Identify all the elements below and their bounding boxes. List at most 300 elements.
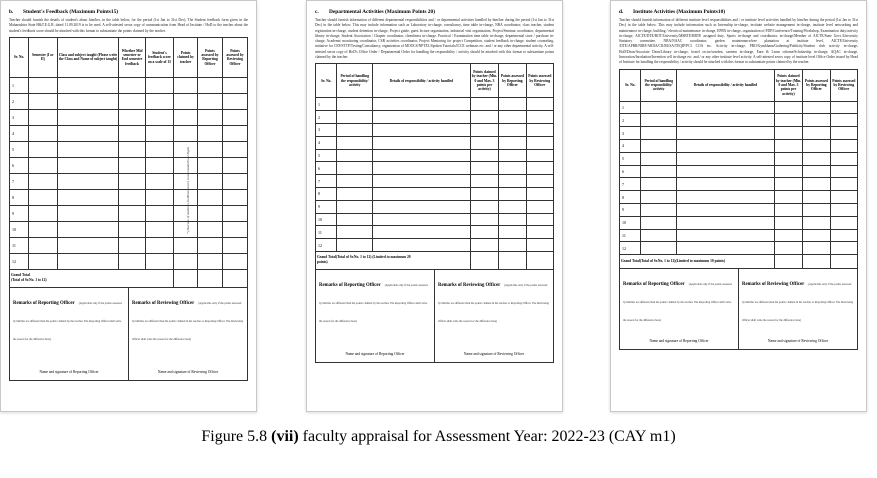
table-cell: [57, 93, 119, 109]
table-cell: [57, 253, 119, 269]
table-cell: [830, 216, 857, 229]
table-cell: [174, 109, 198, 125]
table-cell: [119, 253, 145, 269]
table-row: [316, 213, 554, 226]
row-number: 2: [316, 111, 337, 124]
table-cell: [830, 229, 857, 242]
row-number: 9: [620, 204, 641, 217]
table-row: [10, 205, 248, 221]
table-cell: [197, 237, 222, 253]
table-cell: [57, 221, 119, 237]
table-row: [316, 200, 554, 213]
header-cell: Semester (I or II): [29, 37, 58, 77]
table-row: [620, 204, 858, 217]
row-number: 1: [10, 77, 29, 93]
reviewing-signature: Name and signature of Reviewing Officer: [463, 351, 525, 356]
table-cell: [526, 187, 553, 200]
row-number: 4: [10, 125, 29, 141]
table-cell: [29, 173, 58, 189]
table-row: [316, 136, 554, 149]
reviewing-signature: Name and signature of Reviewing Officer: [157, 369, 219, 374]
table-cell: [830, 127, 857, 140]
section-heading: b. Student's Feedback (Maximum Points15): [9, 9, 119, 15]
table-cell: [774, 229, 803, 242]
table-cell: [803, 229, 830, 242]
table-cell: [526, 136, 553, 149]
table-cell: [337, 162, 373, 175]
table-cell: [830, 114, 857, 127]
table-cell: [29, 93, 58, 109]
table-cell: [803, 165, 830, 178]
table-row: [10, 77, 248, 93]
row-number: 3: [316, 123, 337, 136]
row-number: 7: [316, 175, 337, 188]
table-cell: [677, 140, 775, 153]
reporting-signature: Name and signature of Reporting Officer: [649, 339, 709, 344]
table-cell: [29, 125, 58, 141]
table-row: [10, 125, 248, 141]
table-cell: [57, 205, 119, 221]
table-cell: [499, 226, 526, 239]
table-row: [316, 162, 554, 175]
table-cell: [470, 123, 499, 136]
table-cell: [499, 98, 526, 111]
table-row: [10, 157, 248, 173]
row-number: 4: [620, 140, 641, 153]
table-cell: [803, 191, 830, 204]
row-number: 5: [10, 141, 29, 157]
row-number: 11: [620, 229, 641, 242]
table-row: [316, 226, 554, 239]
table-cell: [803, 101, 830, 114]
reporting-remarks: Remarks of Reporting Officer (Applicable only if the points assessed by him/her are different than the points claimed by the teacher. The Reporting Officer shall write the reason for the difference here) Name and signature of Reporting Officer: [620, 269, 738, 349]
section-instructions: Teacher should furnish information of different institute level responsibilities and / or institute level activities handled by him/her during the period (1st Jan to 31st Dec) in the table below. This may include information such as Internship in-charge, institute website management in-charge, institute level networking and maintenance in-charge, building / electrical maintenance in-charge, EPBX in-charge, organization of FDP/Conference/Training/Workshop, Examination duty/activity in-charge, AICTE/DTE/BOT/University/MSBTE/BBTE assigned duty, Sports in-charge and coordinator, in-charge/Member of AICTE/State Govt./University Statutory committee, NBA/NAAC coordinator, garden maintenance/tree plantation at institute level, AICTE/University /DTE/APBR/NIRF/ARIIA/CII/RUSA/TEQIP/PCI COA etc. Activity in-charge, PRO/Gymkhana/Gathering/Publicity/Student club activity in-charge, HoD/Dean/Associate Dean/Library in-charge, hostel rector/warden, canteen in-charge, Earn & Learn scheme/Scholarship in-charge, AQAC in-charge, Innovation/Incubation/Invention cell in-charge etc. and / or any other institute level activity. A self-attested xerox copy of institute level Office Order issued by Head of Institute for handling the responsibility / activity should be attached with this format to substantiate points claimed by the teacher.: [619, 18, 858, 65]
table-cell: [29, 77, 58, 93]
row-number: 2: [620, 114, 641, 127]
row-number: 9: [10, 205, 29, 221]
table-cell: [197, 93, 222, 109]
table-cell: [830, 255, 857, 269]
table-cell: [803, 127, 830, 140]
table-cell: [677, 127, 775, 140]
table-cell: [145, 125, 174, 141]
table-row: [620, 165, 858, 178]
row-number: 11: [316, 226, 337, 239]
table-cell: [222, 141, 247, 157]
table-cell: [803, 140, 830, 153]
table-cell: [145, 189, 174, 205]
table-cell: [222, 77, 247, 93]
table-cell: [197, 141, 222, 157]
table-cell: [174, 253, 198, 269]
table-row: [316, 111, 554, 124]
table-cell: [222, 173, 247, 189]
table-cell: [197, 109, 222, 125]
table-cell: [774, 101, 803, 114]
table-cell: [222, 189, 247, 205]
table-cell: [197, 77, 222, 93]
document-page-departmental-activities: [306, 0, 563, 412]
document-page-student-feedback: [0, 0, 257, 412]
table-cell: [373, 136, 471, 149]
table-cell: [677, 204, 775, 217]
row-number: 4: [316, 136, 337, 149]
row-number: 7: [620, 178, 641, 191]
table-cell: [57, 125, 119, 141]
table-row: [620, 178, 858, 191]
table-cell: [222, 93, 247, 109]
table-cell: [57, 173, 119, 189]
reporting-remarks: Remarks of Reporting Officer (Applicable only if the points assessed by him/her are different than the points claimed by the teacher. The Reporting Officer shall write the reason for the difference here) Name and signature of Reporting Officer: [10, 288, 128, 380]
table-body: [620, 101, 858, 255]
table-cell: [641, 114, 677, 127]
table-cell: [677, 216, 775, 229]
table-cell: [337, 123, 373, 136]
table-cell: [499, 187, 526, 200]
table-cell: [29, 253, 58, 269]
table-cell: [373, 239, 471, 252]
table-cell: [470, 239, 499, 252]
reporting-remarks: Remarks of Reporting Officer (Applicable only if the points assessed by him/her are different than the points claimed by the teacher. The Reporting Officer shall write the reason for the difference here) Name and signature of Reporting Officer: [316, 270, 434, 362]
table-cell: [57, 77, 119, 93]
row-number: 10: [316, 213, 337, 226]
table-cell: [222, 221, 247, 237]
table-cell: [803, 216, 830, 229]
table-cell: [830, 101, 857, 114]
table-cell: [174, 237, 198, 253]
table-cell: [145, 141, 174, 157]
table-cell: [803, 242, 830, 255]
feedback-table: [9, 37, 248, 288]
table-cell: [499, 239, 526, 252]
row-number: 5: [620, 152, 641, 165]
table-row: [620, 152, 858, 165]
table-cell: [373, 187, 471, 200]
table-cell: [337, 187, 373, 200]
table-cell: [677, 114, 775, 127]
header-cell: Period of handling the responsibility/ activity: [641, 69, 677, 101]
table-row: [10, 173, 248, 189]
table-cell: [222, 269, 247, 287]
table-cell: [526, 251, 553, 269]
table-cell: [803, 178, 830, 191]
row-number: 3: [620, 127, 641, 140]
table-cell: [499, 175, 526, 188]
table-cell: [641, 152, 677, 165]
table-cell: [145, 157, 174, 173]
remarks-section: [9, 288, 248, 381]
table-cell: [526, 200, 553, 213]
header-cell: Points assessed by Reviewing Officer: [222, 37, 247, 77]
header-cell: Points claimed by teacher: [174, 37, 198, 77]
table-cell: [499, 136, 526, 149]
table-cell: [499, 200, 526, 213]
table-cell: [119, 221, 145, 237]
table-cell: [774, 216, 803, 229]
table-cell: [57, 141, 119, 157]
table-row: [316, 98, 554, 111]
section-instructions: Teacher should furnish the details of student's about him/her, in the table below, for the period (1st Jan to 31st Dec), The Student feedback form given in the Maharashtra State H&T.E.G.R. dated 11.09.2019 is to be used. A self-attested xerox copy of communication from Head of Institute / HoD to the teacher about the student's feedback score should be attached with this format to substantiate the points claimed by the teacher.: [9, 18, 248, 33]
table-cell: [830, 152, 857, 165]
table-cell: [197, 157, 222, 173]
table-cell: [470, 149, 499, 162]
header-cell: Sr. No.: [620, 69, 641, 101]
table-row: [10, 253, 248, 269]
table-cell: [373, 213, 471, 226]
table-cell: [337, 175, 373, 188]
table-cell: [337, 111, 373, 124]
table-cell: [373, 123, 471, 136]
table-cell: [526, 239, 553, 252]
table-cell: [526, 149, 553, 162]
table-cell: [145, 253, 174, 269]
table-cell: [470, 175, 499, 188]
table-cell: [470, 187, 499, 200]
table-cell: [830, 204, 857, 217]
table-cell: [222, 253, 247, 269]
table-cell: [222, 157, 247, 173]
row-number: 2: [10, 93, 29, 109]
table-cell: [337, 226, 373, 239]
row-number: 8: [10, 189, 29, 205]
table-cell: [145, 221, 174, 237]
document-page-institute-activities: [610, 0, 867, 412]
table-cell: [145, 173, 174, 189]
table-row: [620, 101, 858, 114]
header-cell: Points claimed by teacher (Min. 0 and Max. 3 points per activity): [470, 64, 499, 98]
row-number: 12: [620, 242, 641, 255]
reporting-signature: Name and signature of Reporting Officer: [345, 351, 405, 356]
table-cell: [337, 213, 373, 226]
table-cell: [119, 205, 145, 221]
table-cell: [499, 111, 526, 124]
table-cell: [145, 109, 174, 125]
table-body: [316, 98, 554, 252]
header-cell: Whether Mid semester or End semester feedback: [119, 37, 145, 77]
table-cell: [119, 77, 145, 93]
table-cell: [499, 123, 526, 136]
table-row: [620, 140, 858, 153]
header-cell: Points assessed by Reporting Officer: [499, 64, 526, 98]
table-cell: [57, 189, 119, 205]
header-cell: Points assessed by Reviewing Officer: [526, 64, 553, 98]
table-cell: [830, 191, 857, 204]
header-cell: Points assessed by Reporting Officer: [803, 69, 830, 101]
section-title: Student's Feedback (Maximum Points15): [23, 9, 119, 15]
table-cell: [29, 237, 58, 253]
row-number: 10: [620, 216, 641, 229]
table-cell: [641, 178, 677, 191]
table-cell: [677, 152, 775, 165]
table-cell: [641, 127, 677, 140]
table-cell: [526, 175, 553, 188]
table-cell: [29, 205, 58, 221]
section-heading: c. Departmental Activities (Maximum Points 20): [315, 9, 435, 15]
table-cell: [499, 251, 526, 269]
table-cell: [145, 205, 174, 221]
table-cell: [119, 125, 145, 141]
figure-caption: Figure 5.8 (vii) faculty appraisal for Assessment Year: 2022-23 (CAY m1): [201, 428, 676, 445]
table-cell: [803, 114, 830, 127]
table-cell: [197, 269, 222, 287]
table-cell: [526, 111, 553, 124]
header-cell: Details of responsibility / activity handled: [677, 69, 775, 101]
table-row: [316, 123, 554, 136]
table-cell: [526, 123, 553, 136]
table-row: [10, 189, 248, 205]
table-cell: [222, 109, 247, 125]
table-cell: [677, 191, 775, 204]
table-cell: [29, 189, 58, 205]
table-cell: [119, 93, 145, 109]
table-cell: [803, 255, 830, 269]
reviewing-remarks: Remarks of Reviewing Officer (Applicable only if the points assessed by him/her are different than the points claimed in the teacher or Reporting Officer. The Reviewing Officer shall write the reason for the difference here) Name and signature of Reviewing Officer: [738, 269, 857, 349]
table-cell: [499, 149, 526, 162]
row-number: 12: [316, 239, 337, 252]
institute-activities-table: [619, 69, 858, 270]
row-number: 5: [316, 149, 337, 162]
section-instructions: Teacher should furnish information of different departmental responsibilities and / or departmental activities handled by him/her during the period (1st Jan to 31st Dec) in the table below. This may include information such as Laboratory in-charge, consultancy, time table in-charge, NBA coordinator, class teacher, student registration in-charge, student detention in-charge, Project guide, guest lecture organization, industrial visit organization, Project/Seminar coordinator, departmental library in-charge, Student Association / Chapter coordinator, cleanliness in-charge, Practical / Examination time table in-charge, departmental store / purchase in-charge, Academic monitoring coordinator, CSR activities coordinator, Project Mentoring for project Competition, student feedback in-charge, student counseling, initiative for CEP/STTP/Testing/Consultancy, organization of MOOCS/NPTEL/Spoken Tutorials/ICCE webinars etc. and / or any other departmental activity. A self-attested xerox copy of HoD's Office Order / Departmental Order for handling the responsibility / activity should be attached with this format to substantiate points claimed by the teacher.: [315, 18, 554, 60]
table-cell: [774, 152, 803, 165]
table-cell: [774, 255, 803, 269]
table-cell: [641, 165, 677, 178]
table-cell: [499, 162, 526, 175]
table-cell: [470, 162, 499, 175]
remarks-section: [315, 270, 554, 363]
table-cell: [119, 189, 145, 205]
reporting-signature: Name and signature of Reporting Officer: [39, 369, 99, 374]
table-cell: [337, 136, 373, 149]
table-cell: [526, 213, 553, 226]
table-cell: [526, 162, 553, 175]
grand-total-label: Grand Total(Total of Sr.No. 1 to 12) (Limited to maximum 20 points): [316, 251, 471, 269]
table-cell: [470, 251, 499, 269]
table-cell: [222, 237, 247, 253]
row-number: 10: [10, 221, 29, 237]
grand-total-label: Grand Total (Total of Sr.No. 1 to 12): [10, 269, 174, 287]
table-cell: [119, 237, 145, 253]
table-row: [620, 229, 858, 242]
header-cell: Period of handling the responsibility/ activity: [337, 64, 373, 98]
table-cell: [57, 237, 119, 253]
table-row: [316, 175, 554, 188]
table-cell: [641, 140, 677, 153]
table-cell: [337, 98, 373, 111]
table-cell: [29, 109, 58, 125]
row-number: 7: [10, 173, 29, 189]
table-cell: [29, 157, 58, 173]
departmental-activities-table: [315, 63, 554, 270]
table-cell: [470, 111, 499, 124]
table-cell: [197, 221, 222, 237]
table-row: [620, 242, 858, 255]
table-cell: [337, 149, 373, 162]
table-cell: [373, 98, 471, 111]
row-number: 6: [620, 165, 641, 178]
header-cell: Sr. No.: [10, 37, 29, 77]
table-row: [620, 216, 858, 229]
table-row: [316, 239, 554, 252]
table-cell: [174, 269, 198, 287]
header-cell: Student's feedback score on a scale of 15: [145, 37, 174, 77]
table-cell: [641, 101, 677, 114]
table-cell: [197, 205, 222, 221]
remarks-section: [619, 269, 858, 350]
table-cell: [526, 98, 553, 111]
table-cell: [830, 165, 857, 178]
table-cell: [145, 237, 174, 253]
table-cell: [57, 157, 119, 173]
table-row: [620, 114, 858, 127]
table-cell: [641, 191, 677, 204]
table-cell: [222, 205, 247, 221]
table-cell: [774, 140, 803, 153]
table-cell: [337, 239, 373, 252]
table-row: [620, 127, 858, 140]
table-row: [10, 93, 248, 109]
table-cell: [119, 109, 145, 125]
table-cell: [222, 125, 247, 141]
table-cell: [641, 204, 677, 217]
table-body: [10, 77, 248, 269]
table-cell: [774, 242, 803, 255]
table-cell: [830, 140, 857, 153]
grand-total-label: Grand Total(Total of Sr.No. 1 to 12)(Limited to maximum 10 points): [620, 255, 775, 269]
table-cell: [803, 204, 830, 217]
section-title: Institute Activities (Maximum Points10): [633, 9, 726, 15]
table-cell: [470, 200, 499, 213]
header-cell: Details of responsibility / activity handled: [373, 64, 471, 98]
table-cell: [373, 226, 471, 239]
table-cell: [677, 101, 775, 114]
table-row: [10, 141, 248, 157]
table-row: [316, 187, 554, 200]
table-cell: [119, 141, 145, 157]
row-number: 6: [10, 157, 29, 173]
rounding-note: * (Average of student's feedback score) to be rounded to 2 digits: [186, 146, 190, 234]
table-cell: [373, 175, 471, 188]
table-cell: [337, 200, 373, 213]
header-cell: Points assessed by Reviewing Officer: [830, 69, 857, 101]
table-cell: [499, 213, 526, 226]
row-number: 8: [620, 191, 641, 204]
table-cell: [29, 221, 58, 237]
row-number: 8: [316, 187, 337, 200]
table-cell: [197, 125, 222, 141]
section-heading: d. Institute Activities (Maximum Points10): [619, 9, 726, 15]
table-cell: [197, 253, 222, 269]
table-row: [620, 191, 858, 204]
table-cell: [57, 109, 119, 125]
row-number: 6: [316, 162, 337, 175]
header-cell: Class and subject taught (Please write the Class and Name of subject taught): [57, 37, 119, 77]
table-cell: [470, 98, 499, 111]
table-cell: [526, 226, 553, 239]
table-cell: [774, 191, 803, 204]
table-cell: [641, 229, 677, 242]
table-cell: [641, 242, 677, 255]
table-cell: [641, 216, 677, 229]
table-cell: [174, 77, 198, 93]
row-number: 1: [620, 101, 641, 114]
table-cell: [197, 189, 222, 205]
table-cell: [470, 136, 499, 149]
table-cell: [774, 204, 803, 217]
table-cell: [197, 173, 222, 189]
table-cell: [119, 157, 145, 173]
table-cell: [145, 93, 174, 109]
table-cell: [470, 213, 499, 226]
